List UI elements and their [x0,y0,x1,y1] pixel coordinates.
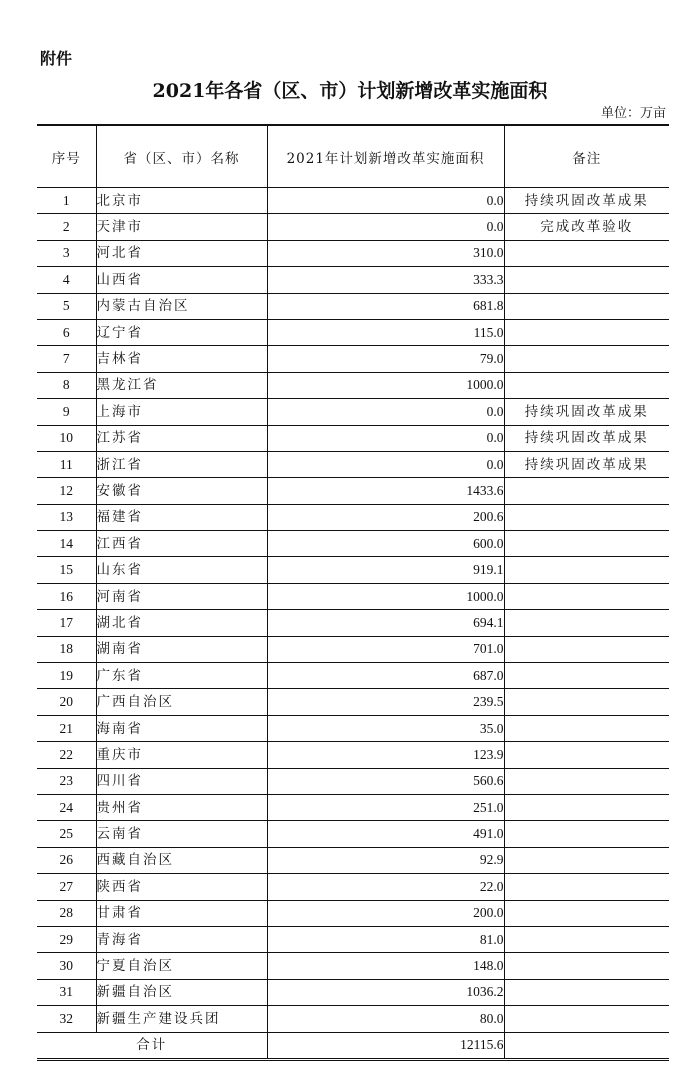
row-province-name: 新疆自治区 [96,979,267,1005]
row-planned-area: 251.0 [267,794,504,820]
row-note [504,319,669,345]
row-planned-area: 0.0 [267,188,504,214]
row-province-name: 广西自治区 [96,689,267,715]
row-planned-area: 919.1 [267,557,504,583]
row-note [504,715,669,741]
table-row [37,610,669,636]
row-seq: 31 [37,979,96,1005]
row-planned-area: 35.0 [267,715,504,741]
table-row [37,742,669,768]
row-province-name: 山西省 [96,267,267,293]
row-province-name: 江西省 [96,531,267,557]
total-area: 12115.6 [267,1032,504,1059]
table-row [37,979,669,1005]
row-seq: 8 [37,372,96,398]
table-row [37,451,669,477]
table-row [37,900,669,926]
document-title: 2021年各省（区、市）计划新增改革实施面积 [152,80,548,102]
row-seq: 23 [37,768,96,794]
table-row [37,821,669,847]
row-seq: 29 [37,926,96,952]
header-name: 省（区、市）名称 [96,125,267,188]
row-planned-area: 1000.0 [267,372,504,398]
row-province-name: 宁夏自治区 [96,953,267,979]
row-province-name: 甘肃省 [96,900,267,926]
table-row [37,504,669,530]
row-province-name: 内蒙古自治区 [96,293,267,319]
row-note: 持续巩固改革成果 [504,399,669,425]
attachment-label: 附件 [40,49,73,68]
table-row [37,689,669,715]
header-note: 备注 [504,125,669,188]
row-seq: 6 [37,319,96,345]
row-seq: 20 [37,689,96,715]
row-note [504,953,669,979]
table-row [37,583,669,609]
table-row [37,425,669,451]
row-planned-area: 694.1 [267,610,504,636]
row-note [504,372,669,398]
row-seq: 2 [37,214,96,240]
row-province-name: 北京市 [96,188,267,214]
row-province-name: 江苏省 [96,425,267,451]
row-seq: 7 [37,346,96,372]
row-planned-area: 148.0 [267,953,504,979]
row-note [504,979,669,1005]
row-note [504,636,669,662]
total-label: 合计 [37,1032,267,1059]
table-row [37,768,669,794]
table-row [37,715,669,741]
row-planned-area: 333.3 [267,267,504,293]
table-row [37,926,669,952]
row-planned-area: 79.0 [267,346,504,372]
row-planned-area: 701.0 [267,636,504,662]
row-note [504,478,669,504]
row-province-name: 上海市 [96,399,267,425]
table-row [37,953,669,979]
row-province-name: 浙江省 [96,451,267,477]
row-province-name: 辽宁省 [96,319,267,345]
row-province-name: 天津市 [96,214,267,240]
row-province-name: 山东省 [96,557,267,583]
row-planned-area: 0.0 [267,214,504,240]
row-seq: 21 [37,715,96,741]
row-note: 持续巩固改革成果 [504,451,669,477]
table-row [37,240,669,266]
row-seq: 28 [37,900,96,926]
header-area: 2021年计划新增改革实施面积 [267,125,504,188]
row-province-name: 贵州省 [96,794,267,820]
row-planned-area: 1000.0 [267,583,504,609]
row-seq: 10 [37,425,96,451]
row-note [504,926,669,952]
row-planned-area: 80.0 [267,1006,504,1032]
row-note: 完成改革验收 [504,214,669,240]
row-planned-area: 310.0 [267,240,504,266]
table-row [37,847,669,873]
table-row [37,293,669,319]
row-province-name: 重庆市 [96,742,267,768]
row-seq: 4 [37,267,96,293]
row-planned-area: 600.0 [267,531,504,557]
row-planned-area: 1036.2 [267,979,504,1005]
row-province-name: 陕西省 [96,874,267,900]
row-planned-area: 560.6 [267,768,504,794]
row-note: 持续巩固改革成果 [504,425,669,451]
row-planned-area: 681.8 [267,293,504,319]
row-seq: 14 [37,531,96,557]
table-row [37,399,669,425]
row-seq: 9 [37,399,96,425]
row-province-name: 黑龙江省 [96,372,267,398]
reform-area-table [37,124,669,1061]
row-province-name: 河南省 [96,583,267,609]
row-note [504,240,669,266]
row-seq: 25 [37,821,96,847]
table-row [37,531,669,557]
row-note [504,583,669,609]
row-note [504,504,669,530]
row-note [504,663,669,689]
row-province-name: 河北省 [96,240,267,266]
row-note: 持续巩固改革成果 [504,188,669,214]
table-row [37,188,669,214]
row-planned-area: 115.0 [267,319,504,345]
row-note [504,267,669,293]
row-province-name: 湖北省 [96,610,267,636]
row-province-name: 福建省 [96,504,267,530]
table-row [37,557,669,583]
row-province-name: 吉林省 [96,346,267,372]
table-row [37,636,669,662]
row-seq: 11 [37,451,96,477]
row-planned-area: 81.0 [267,926,504,952]
row-note [504,557,669,583]
row-province-name: 新疆生产建设兵团 [96,1006,267,1032]
table-row [37,372,669,398]
row-planned-area: 239.5 [267,689,504,715]
row-planned-area: 491.0 [267,821,504,847]
row-seq: 17 [37,610,96,636]
table-row [37,267,669,293]
row-seq: 5 [37,293,96,319]
table-row [37,874,669,900]
row-province-name: 安徽省 [96,478,267,504]
row-seq: 12 [37,478,96,504]
row-planned-area: 92.9 [267,847,504,873]
header-seq: 序号 [37,125,96,188]
row-seq: 13 [37,504,96,530]
row-note [504,821,669,847]
row-seq: 30 [37,953,96,979]
row-note [504,610,669,636]
table-row [37,663,669,689]
row-seq: 22 [37,742,96,768]
row-note [504,689,669,715]
row-province-name: 云南省 [96,821,267,847]
row-note [504,768,669,794]
table-row [37,319,669,345]
row-seq: 1 [37,188,96,214]
table-header-row [37,125,669,188]
row-seq: 3 [37,240,96,266]
unit-label: 单位：万亩 [600,106,666,121]
table-row [37,346,669,372]
row-note [504,346,669,372]
row-seq: 27 [37,874,96,900]
table-row [37,478,669,504]
row-note [504,531,669,557]
row-seq: 16 [37,583,96,609]
row-seq: 15 [37,557,96,583]
row-planned-area: 1433.6 [267,478,504,504]
row-note [504,900,669,926]
row-note [504,847,669,873]
row-planned-area: 123.9 [267,742,504,768]
row-province-name: 海南省 [96,715,267,741]
row-seq: 18 [37,636,96,662]
row-planned-area: 0.0 [267,451,504,477]
row-planned-area: 22.0 [267,874,504,900]
row-seq: 26 [37,847,96,873]
row-seq: 24 [37,794,96,820]
row-planned-area: 200.6 [267,504,504,530]
table-row [37,1006,669,1032]
table-row [37,214,669,240]
row-note [504,1006,669,1032]
row-province-name: 湖南省 [96,636,267,662]
row-planned-area: 200.0 [267,900,504,926]
row-seq: 32 [37,1006,96,1032]
row-note [504,293,669,319]
row-province-name: 西藏自治区 [96,847,267,873]
row-note [504,794,669,820]
row-planned-area: 687.0 [267,663,504,689]
row-province-name: 广东省 [96,663,267,689]
row-planned-area: 0.0 [267,399,504,425]
total-note [504,1032,669,1059]
row-note [504,742,669,768]
row-province-name: 青海省 [96,926,267,952]
row-planned-area: 0.0 [267,425,504,451]
row-province-name: 四川省 [96,768,267,794]
table-row [37,794,669,820]
table-total-row [37,1032,669,1059]
row-seq: 19 [37,663,96,689]
row-note [504,874,669,900]
